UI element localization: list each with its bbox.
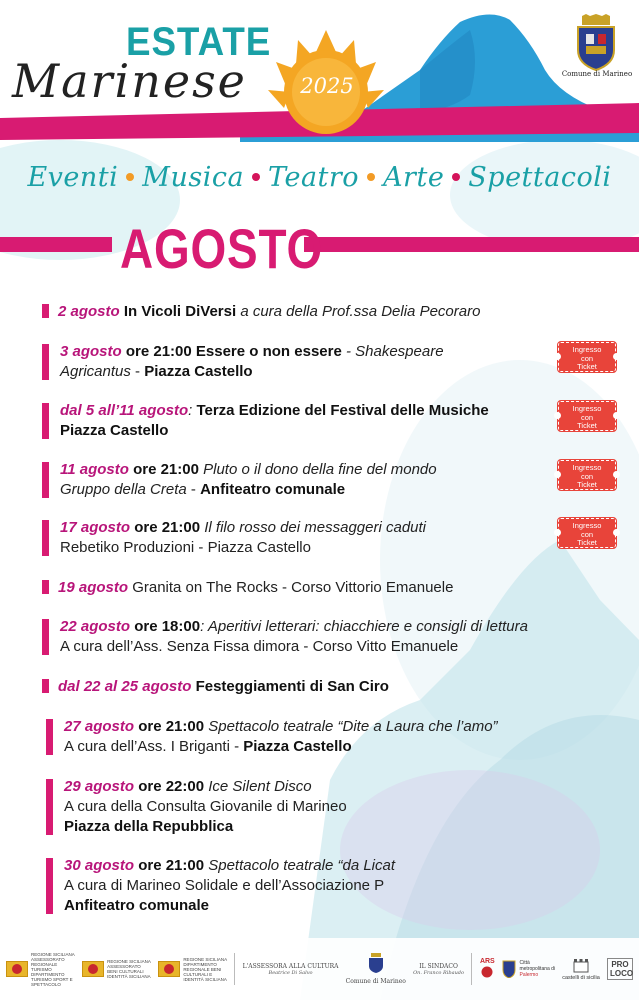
event-text: 19 agosto (58, 579, 133, 596)
event-line (46, 717, 498, 737)
event-text: 22 agosto (60, 618, 135, 635)
event-text: 17 agosto (60, 519, 135, 536)
event-text: 29 agosto (64, 778, 139, 795)
event-text: 30 agosto (64, 857, 139, 874)
event-item (46, 777, 347, 837)
comune-logo: Comune di Marineo (346, 953, 406, 985)
event-text: ore 21:00 (134, 519, 205, 536)
ticket-label: Ticket (577, 480, 597, 489)
event-bullet-bar (46, 719, 53, 755)
event-text: Gruppo della Creta (60, 481, 191, 498)
event-bullet-bar (42, 679, 49, 693)
event-item (42, 342, 444, 382)
event-item (42, 578, 453, 598)
event-text: A cura dell’Ass. Senza Fissa dimora - Corso Vitto Emanuele (60, 638, 459, 655)
bullet-dot (126, 173, 134, 181)
bullet-dot (367, 173, 375, 181)
ars-logo: ARS (479, 958, 495, 981)
event-item (42, 518, 426, 558)
sponsor-regione-turismo: REGIONE SICILIANA ASSESSORATO REGIONALE TURISMO DIPARTIMENTO TURISMO SPORT E SPETTACOLO (6, 952, 75, 987)
event-text: Piazza della Repubblica (64, 818, 234, 835)
event-text: Spettacolo teatrale “da Licat (208, 857, 396, 874)
event-item (42, 617, 528, 657)
event-text: Terza Edizione del Festival delle Musiche (196, 402, 489, 419)
sicily-flag-icon (82, 961, 104, 977)
event-item (46, 717, 498, 757)
event-line (46, 777, 347, 797)
event-bullet-bar (42, 403, 49, 439)
event-line (46, 737, 498, 757)
event-line (42, 538, 426, 558)
event-text: Anfiteatro comunale (200, 481, 346, 498)
category-row (0, 152, 639, 202)
bullet-dot (252, 173, 260, 181)
event-text: Spettacolo teatrale “Dite a Laura che l’amo” (208, 718, 498, 735)
title-estate: ESTATE (126, 20, 272, 64)
ticket-label: Ingresso (572, 345, 602, 354)
event-text: : (188, 402, 197, 419)
event-text: 2 agosto (58, 303, 124, 320)
event-line (42, 677, 389, 697)
event-text: - (135, 363, 145, 380)
event-line (46, 797, 347, 817)
sponsor-regione-dipartimento: REGIONE SICILIANA DIPARTIMENTO REGIONALE BENI CULTURALI E IDENTITÀ SICILIANA (158, 957, 227, 982)
ticket-badge (558, 518, 616, 548)
ticket-label: Ingresso (572, 521, 602, 530)
sponsor-regione-beni-culturali: REGIONE SICILIANA ASSESSORATO BENI CULTURALI IDENTITÀ SICILIANA (82, 959, 151, 979)
pro-loco-logo: PRO LOCO (607, 958, 633, 980)
ticket-label: con (580, 412, 594, 422)
event-line (42, 480, 437, 500)
event-text: 27 agosto (64, 718, 139, 735)
municipality-label: Comune di Marineo (561, 70, 633, 78)
ars-emblem-icon (479, 966, 495, 978)
event-line (42, 342, 444, 362)
event-item (42, 302, 480, 322)
event-text: A cura della Consulta Giovanile di Marineo (64, 798, 347, 815)
ticket-label: Ingresso (572, 463, 602, 472)
event-line (42, 637, 528, 657)
category-musica: Musica (142, 161, 245, 193)
year-label: 2025 (300, 74, 354, 98)
event-item (42, 460, 437, 500)
event-text: ore 18:00 (134, 618, 201, 635)
event-bullet-bar (46, 858, 53, 914)
event-text: 3 agosto (60, 343, 126, 360)
event-line (42, 401, 489, 421)
event-text: Agricantus (60, 363, 136, 380)
ticket-label: con (580, 353, 594, 363)
event-line (46, 876, 395, 896)
coat-of-arms-icon (572, 14, 620, 72)
event-text: ore 21:00 (133, 461, 204, 478)
event-item (42, 401, 489, 441)
event-text: ore 21:00 (138, 857, 209, 874)
event-line (46, 856, 395, 876)
ticket-badge (558, 342, 616, 372)
ticket-label: Ingresso (572, 404, 602, 413)
event-text: 11 agosto (60, 461, 134, 478)
event-line (42, 460, 437, 480)
event-line (42, 578, 453, 598)
month-band-right (304, 237, 639, 252)
divider (471, 953, 472, 985)
castelli-di-sicilia-logo: castelli di sicilia (562, 957, 600, 981)
event-bullet-bar (42, 580, 49, 594)
event-line (42, 617, 528, 637)
bullet-dot (452, 173, 460, 181)
event-text: Il filo rosso dei messaggeri caduti (204, 519, 427, 536)
category-spettacoli: Spettacoli (468, 161, 612, 193)
ticket-label: Ticket (577, 362, 597, 371)
event-text: Piazza Castello (144, 363, 253, 380)
event-line (42, 421, 489, 441)
sindaco-signature: IL SINDACO On. Franco Ribaudo (413, 962, 465, 976)
month-band-left (0, 237, 112, 252)
ticket-label: Ticket (577, 538, 597, 547)
shield-icon (502, 960, 516, 978)
ticket-label: con (580, 529, 594, 539)
assessora-signature: L'ASSESSORA ALLA CULTURA Beatrice Di Salvo (242, 962, 339, 976)
ticket-label: con (580, 471, 594, 481)
event-text: A cura dell’Ass. I Briganti - (64, 738, 244, 755)
category-arte: Arte (383, 161, 445, 193)
ticket-label: Ticket (577, 421, 597, 430)
ticket-badge (558, 460, 616, 490)
event-item (46, 856, 395, 916)
title-marinese: Marinese (12, 54, 247, 108)
event-text: ore 21:00 (138, 718, 209, 735)
event-bullet-bar (42, 462, 49, 498)
event-text: Pluto o il dono della fine del mondo (203, 461, 437, 478)
coat-of-arms-icon (368, 953, 384, 973)
event-bullet-bar (42, 619, 49, 655)
event-line (42, 518, 426, 538)
event-text: Festeggiamenti di San Ciro (195, 678, 389, 695)
event-text: Anfiteatro comunale (64, 897, 210, 914)
event-text: dal 5 all’11 agosto (60, 402, 189, 419)
event-text: Piazza Castello (60, 422, 169, 439)
event-text: ore 22:00 (138, 778, 209, 795)
category-teatro: Teatro (268, 161, 360, 193)
citta-metropolitana-logo: Città metropolitana di Palermo (502, 960, 555, 978)
event-text: - (190, 481, 201, 498)
month-heading: AGOSTO (120, 217, 324, 280)
event-text: a cura della Prof.ssa Delia Pecoraro (240, 303, 481, 320)
event-text: Piazza Castello (243, 738, 352, 755)
event-line (42, 302, 480, 322)
ticket-badge (558, 401, 616, 431)
category-eventi: Eventi (27, 161, 119, 193)
event-text: Granita on The Rocks - Corso Vittorio Emanuele (132, 579, 454, 596)
event-text: In Vicoli DiVersi (123, 303, 241, 320)
event-item (42, 677, 389, 697)
event-bullet-bar (42, 520, 49, 556)
sponsor-footer (0, 938, 639, 1000)
event-bullet-bar (42, 304, 49, 318)
event-bullet-bar (46, 779, 53, 835)
event-text: Ice Silent Disco (208, 778, 312, 795)
event-text: - Shakespeare (345, 343, 444, 360)
event-text: Rebetiko Produzioni - Piazza Castello (60, 539, 311, 556)
event-bullet-bar (42, 344, 49, 380)
event-text: A cura di Marineo Solidale e dell’Associazione P (64, 877, 385, 894)
sicily-flag-icon (158, 961, 180, 977)
divider (234, 953, 235, 985)
event-line (46, 817, 347, 837)
event-line (42, 362, 444, 382)
sicily-flag-icon (6, 961, 28, 977)
castle-icon (571, 957, 591, 973)
event-line (46, 896, 395, 916)
event-text: ore 21:00 Essere o non essere (125, 343, 346, 360)
event-text: : Aperitivi letterari: chiacchiere e consigli di lettura (200, 618, 528, 635)
event-text: dal 22 al 25 agosto (58, 678, 196, 695)
